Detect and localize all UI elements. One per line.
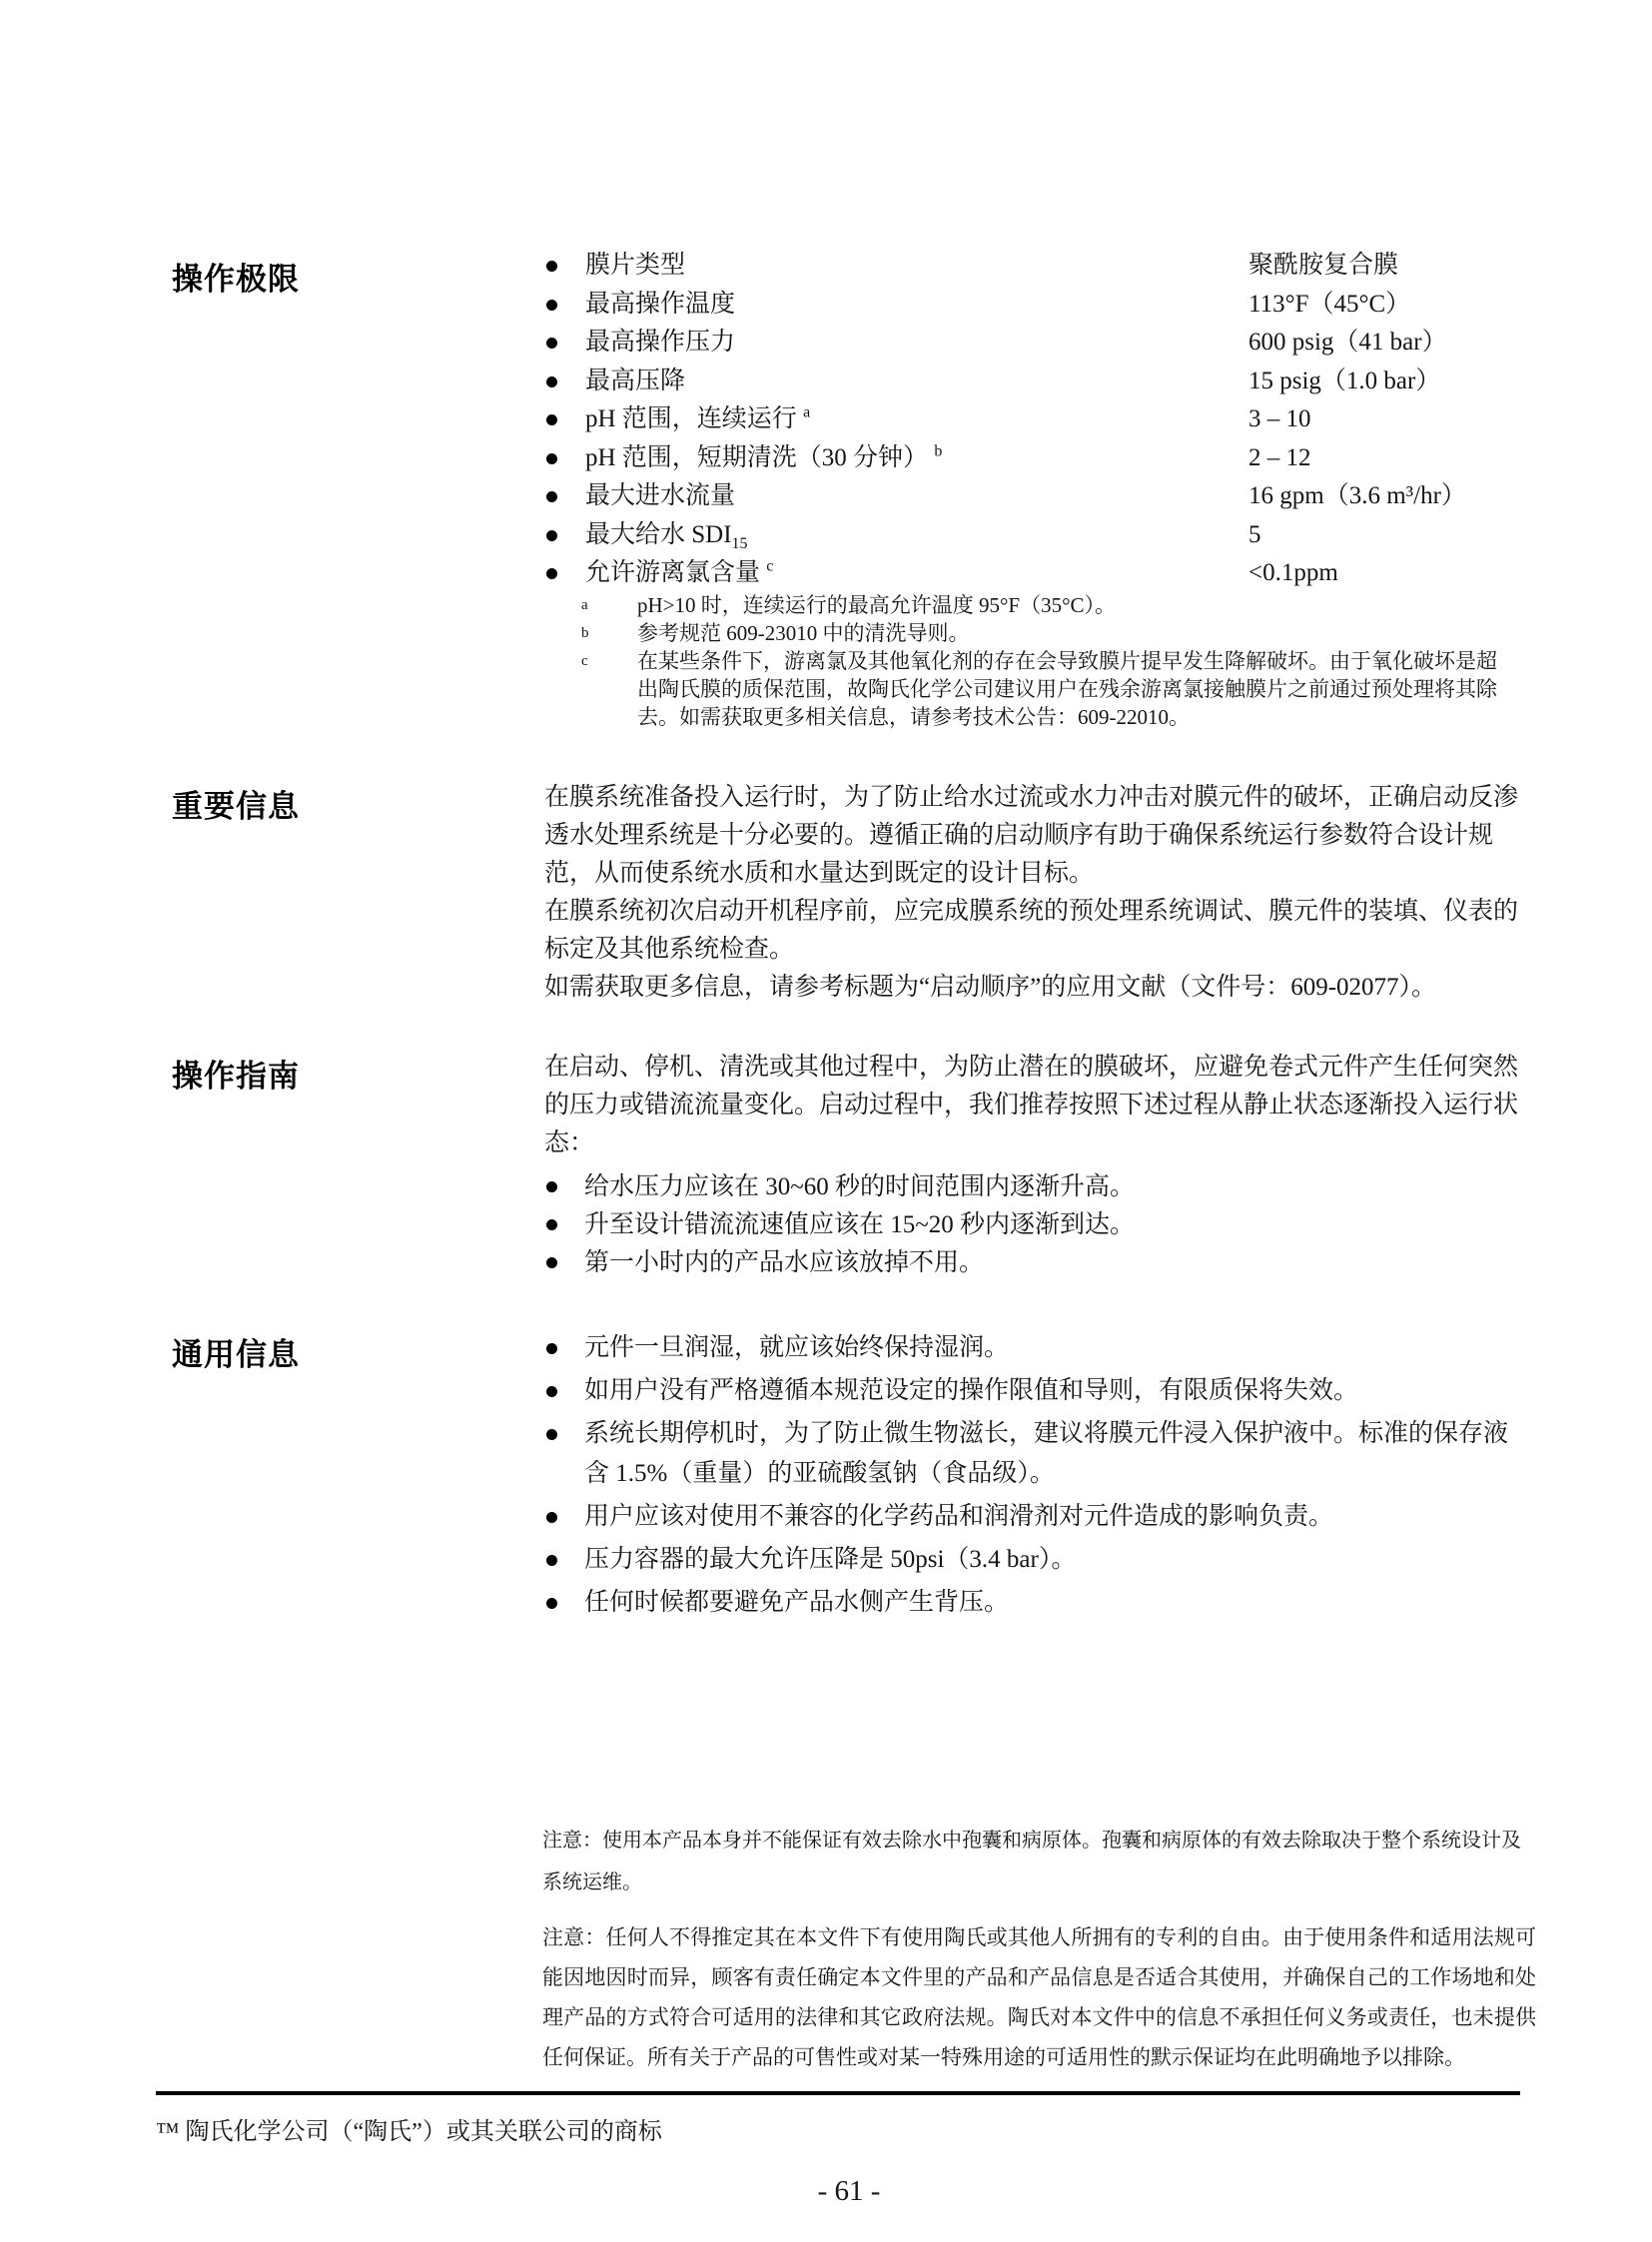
list-item xyxy=(544,1414,1525,1494)
bullet-icon xyxy=(546,1257,557,1268)
spec-label: pH 范围，短期清洗（30 分钟） $^b$ xyxy=(585,442,943,471)
bullet-icon xyxy=(546,300,557,311)
list-item xyxy=(544,1583,1525,1623)
bullet-icon xyxy=(546,376,557,387)
page-number: - 61 - xyxy=(817,2175,881,2207)
spec-value: 2 – 12 xyxy=(1248,443,1311,471)
spec-label: 膜片类型 xyxy=(585,252,686,279)
bullet-icon xyxy=(546,1219,557,1230)
spec-value: 16 gpm（3.6 m³/hr） xyxy=(1248,482,1466,509)
important-info-body xyxy=(544,779,1525,1007)
list-item xyxy=(544,1168,1525,1206)
section-heading-general-info: 通用信息 xyxy=(172,1337,300,1372)
list-item-text: 系统长期停机时，为了防止微生物滋长，建议将膜元件浸入保护液中。标准的保存液含 1.5%（重量）的亚硫酸氢钠（食品级）。 xyxy=(584,1420,1509,1487)
bullet-icon xyxy=(546,453,557,464)
spec-row xyxy=(0,363,1652,401)
footnote-text: 参考规范 609-23010 中的清洗导则。 xyxy=(637,621,970,645)
spec-row xyxy=(0,324,1652,363)
footnote-marker: b xyxy=(581,625,589,641)
operating-guide-body xyxy=(544,1049,1525,1282)
footnote-marker: a xyxy=(581,597,588,613)
bullet-icon xyxy=(546,1555,557,1566)
spec-label: 最高压降 xyxy=(585,367,686,394)
bullet-icon xyxy=(546,1343,557,1354)
note: 注意：任何人不得推定其在本文件下有使用陶氏或其他人所拥有的专利的自由。由于使用条件和适用法规可能因地因时而异，顾客有责任确定本文件里的产品和产品信息是否适合其使用，并确保自己的工作场地和处理产品的方式符合可适用的法律和其它政府法规。陶氏对本文件中的信息不承担任何义务或责任，也未提供任何保证。所有关于产品的可售性或对某一特殊用途的可适用性的默示保证均在此明确地予以排除。 xyxy=(542,1925,1536,2069)
spec-row xyxy=(0,400,1652,439)
list-item-text: 用户应该对使用不兼容的化学药品和润滑剂对元件造成的影响负责。 xyxy=(584,1503,1334,1530)
bullet-icon xyxy=(546,491,557,502)
footer-trademark: ™ 陶氏化学公司（“陶氏”）或其关联公司的商标 xyxy=(156,2119,662,2145)
general-info-body xyxy=(544,1328,1525,1626)
spec-label: pH 范围，连续运行 $^a$ xyxy=(585,403,811,432)
paragraph: 在启动、停机、清洗或其他过程中，为防止潜在的膜破坏，应避免卷式元件产生任何突然的压力或错流流量变化。启动过程中，我们推荐按照下述过程从静止状态逐渐投入运行状态： xyxy=(544,1054,1519,1156)
list-item xyxy=(544,1497,1525,1537)
footnote-text: 在某些条件下，游离氯及其他氧化剂的存在会导致膜片提早发生降解破坏。由于氧化破坏是超出陶氏膜的质保范围，故陶氏化学公司建议用户在残余游离氯接触膜片之前通过预处理将其除去。如需获取更多相关信息，请参考技术公告：609-22010。 xyxy=(637,649,1497,729)
spec-label: 允许游离氯含量 $^c$ xyxy=(585,557,774,586)
footer-divider xyxy=(156,2091,1520,2095)
list-item-text: 任何时候都要避免产品水侧产生背压。 xyxy=(584,1589,1010,1616)
bullet-icon xyxy=(546,530,557,541)
spec-value: 15 psig（1.0 bar） xyxy=(1248,367,1441,394)
spec-row xyxy=(0,554,1652,593)
bullet-list xyxy=(544,1168,1525,1282)
spec-label: 最大进水流量 xyxy=(585,482,736,509)
bullet-icon xyxy=(546,1598,557,1609)
bullet-icon xyxy=(546,1386,557,1397)
list-item-text: 给水压力应该在 30~60 秒的时间范围内逐渐升高。 xyxy=(584,1173,1136,1200)
list-item-text: 第一小时内的产品水应该放掉不用。 xyxy=(584,1249,985,1276)
list-item xyxy=(544,1206,1525,1244)
list-item-text: 压力容器的最大允许压降是 50psi（3.4 bar）。 xyxy=(584,1546,1077,1573)
list-item xyxy=(544,1540,1525,1580)
footnote xyxy=(579,591,1518,619)
spec-label: 最高操作压力 xyxy=(585,329,736,356)
footnote-text: pH>10 时，连续运行的最高允许温度 95°F（35°C）。 xyxy=(637,593,1116,617)
spec-row xyxy=(0,439,1652,478)
bullet-icon xyxy=(546,1181,557,1192)
list-item xyxy=(544,1244,1525,1282)
spec-value: 3 – 10 xyxy=(1248,405,1311,432)
bullet-icon xyxy=(546,338,557,349)
spec-label: 最高操作温度 xyxy=(585,290,736,318)
bullet-icon xyxy=(546,261,557,272)
paragraph: 在膜系统准备投入运行时，为了防止给水过流或水力冲击对膜元件的破坏，正确启动反渗透水处理系统是十分必要的。遵循正确的启动顺序有助于确保系统运行参数符合设计规范，从而使系统水质和水量达到既定的设计目标。 xyxy=(544,784,1519,887)
bullet-icon xyxy=(546,1429,557,1440)
spec-row xyxy=(0,286,1652,325)
list-item xyxy=(544,1328,1525,1368)
spec-value: <0.1ppm xyxy=(1248,559,1338,586)
spec-value: 600 psig（41 bar） xyxy=(1248,329,1447,356)
spec-row xyxy=(0,247,1652,286)
footnote xyxy=(579,647,1518,731)
paragraph: 在膜系统初次启动开机程序前，应完成膜系统的预处理系统调试、膜元件的装填、仪表的标定及其他系统检查。 xyxy=(544,898,1519,963)
list-item-text: 如用户没有严格遵循本规范设定的操作限值和导则，有限质保将失效。 xyxy=(584,1377,1359,1404)
spec-value: 113°F（45°C） xyxy=(1248,290,1411,318)
section-heading-operating-limits: 操作极限 xyxy=(172,262,300,297)
spec-row xyxy=(0,516,1652,555)
spec-value: 5 xyxy=(1248,520,1261,548)
note: 注意：使用本产品本身并不能保证有效去除水中孢囊和病原体。孢囊和病原体的有效去除取决于整个系统设计及系统运维。 xyxy=(542,1830,1521,1893)
paragraph: 如需获取更多信息，请参考标题为“启动顺序”的应用文献（文件号：609-02077）。 xyxy=(544,974,1437,1001)
footnote-block xyxy=(579,591,1518,731)
spec-row xyxy=(0,477,1652,516)
section-heading-important-info: 重要信息 xyxy=(172,789,300,824)
spec-list xyxy=(0,247,1652,593)
list-item-text: 升至设计错流流速值应该在 15~20 秒内逐渐到达。 xyxy=(584,1211,1136,1238)
bullet-icon xyxy=(546,568,557,579)
spec-value: 聚酰胺复合膜 xyxy=(1248,252,1399,279)
footnote-marker: c xyxy=(581,653,588,669)
spec-label: 最大给水 $SDI_{15}$ xyxy=(585,520,748,552)
bullet-icon xyxy=(546,414,557,425)
bullet-icon xyxy=(546,1512,557,1523)
section-heading-operating-guide: 操作指南 xyxy=(172,1059,300,1094)
footnote xyxy=(579,619,1518,647)
list-item-text: 元件一旦润湿，就应该始终保持湿润。 xyxy=(584,1334,1010,1361)
list-item xyxy=(544,1371,1525,1411)
